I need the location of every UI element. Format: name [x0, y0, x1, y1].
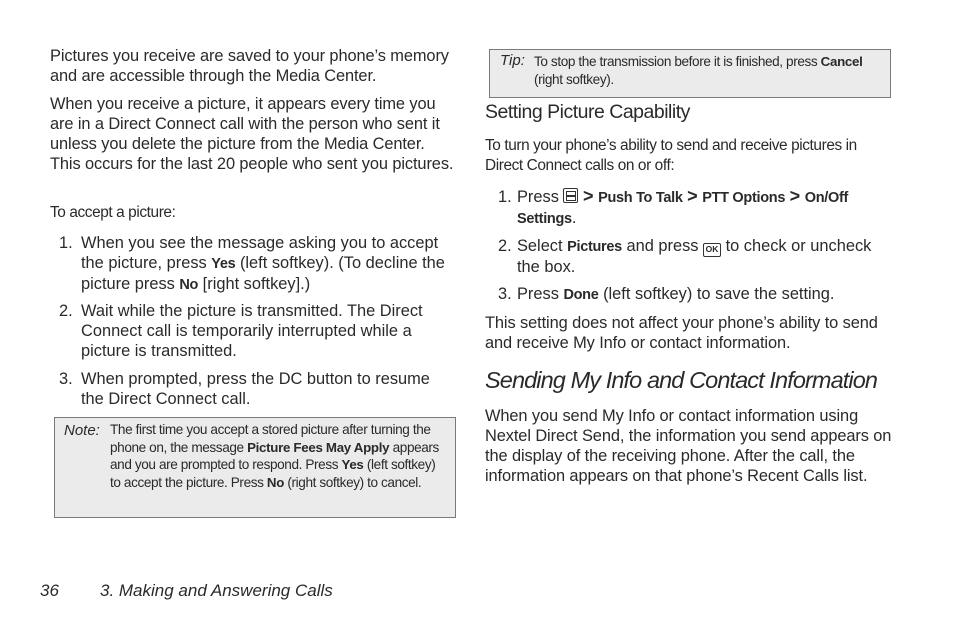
step-3: [50, 369, 456, 409]
step-text: [right softkey].): [198, 275, 311, 293]
step-text: When you see the message asking you to accept the picture, press: [81, 234, 439, 272]
tip-text: To stop the transmission before it is finished, press Cancel (right softkey).: [534, 54, 863, 87]
tip-label: Tip:: [500, 52, 525, 69]
cancel-softkey-label: Cancel: [820, 54, 863, 69]
yes-softkey-label: Yes: [211, 256, 236, 272]
menu-path-ptt-options: PTT Options: [702, 190, 786, 206]
picture-fees-message: Picture Fees May Apply: [247, 439, 390, 455]
step-text: (left softkey). (To decline the picture press: [81, 254, 445, 293]
menu-path-push-to-talk: Push To Talk: [598, 190, 683, 206]
setting-step-1: 1. Press > Push To Talk > PTT Options > On/Off Settings.: [498, 186, 849, 227]
step-number: 1.: [59, 234, 73, 252]
note-box: [54, 417, 456, 518]
step-text: When prompted, press the DC button to resume the Direct Connect call.: [81, 370, 430, 408]
chapter-title: 3. Making and Answering Calls: [100, 581, 333, 600]
step-number: 2.: [498, 237, 512, 255]
procedure-intro: To accept a picture:: [50, 204, 176, 221]
chevron-right-icon: >: [687, 186, 698, 206]
page-number: 36: [40, 581, 59, 600]
step-number: 1.: [498, 188, 512, 206]
intro-paragraph: Pictures you receive are saved to your phone’s memory and are accessible through the Media Center.: [50, 47, 449, 85]
step-2: [50, 301, 456, 361]
note-text: The first time you accept a stored picture after turning the phone on, the message Picture Fees May Apply appears and you are prompted to respond. Press Yes (left softkey) to accept the picture. Press No (right softkey) to cancel.: [110, 422, 439, 491]
menu-path-on-off-settings: On/Off Settings: [517, 190, 849, 227]
chevron-right-icon: >: [789, 186, 801, 206]
no-softkey-label: No: [179, 277, 199, 293]
step-text: Wait while the picture is transmitted. The Direct Connect call is temporarily interrupted while a picture is transmitted.: [81, 302, 423, 360]
done-softkey-label: Done: [563, 287, 599, 303]
setting-step-3: 3. Press Done (left softkey) to save the setting.: [498, 285, 835, 303]
step-1: [50, 233, 456, 295]
ok-key-icon: OK: [703, 243, 721, 257]
step-number: 3.: [59, 370, 73, 388]
send-info-paragraph: When you send My Info or contact information using Nextel Direct Send, the information you send appears on the display of the receiving phone. After the call, the information appears on that phone’s Recent Calls list.: [485, 407, 892, 485]
setting-step-2: 2. Select Pictures and press OK to check or uncheck the box.: [498, 237, 872, 276]
no-softkey-label: No: [266, 475, 285, 491]
section-heading: Setting Picture Capability: [485, 101, 690, 123]
step-number: 2.: [59, 302, 73, 320]
section-title: Sending My Info and Contact Information: [485, 367, 878, 393]
pictures-menu-label: Pictures: [567, 239, 622, 255]
yes-softkey-label: Yes: [341, 457, 364, 473]
chevron-right-icon: >: [583, 186, 594, 206]
tip-box: [489, 49, 891, 98]
note-label: Note:: [64, 422, 100, 439]
description-paragraph: When you receive a picture, it appears every time you are in a Direct Connect call with the person who sent it unless you delete the picture from the Media Center. This occurs for the last 20 people who sent you pictures.: [50, 95, 454, 173]
section-intro: To turn your phone’s ability to send and receive pictures in Direct Connect calls on or off:: [485, 137, 857, 174]
menu-key-icon: [563, 188, 578, 203]
step-number: 3.: [498, 285, 512, 303]
setting-note-paragraph: This setting does not affect your phone’s ability to send and receive My Info or contact information.: [485, 314, 878, 352]
